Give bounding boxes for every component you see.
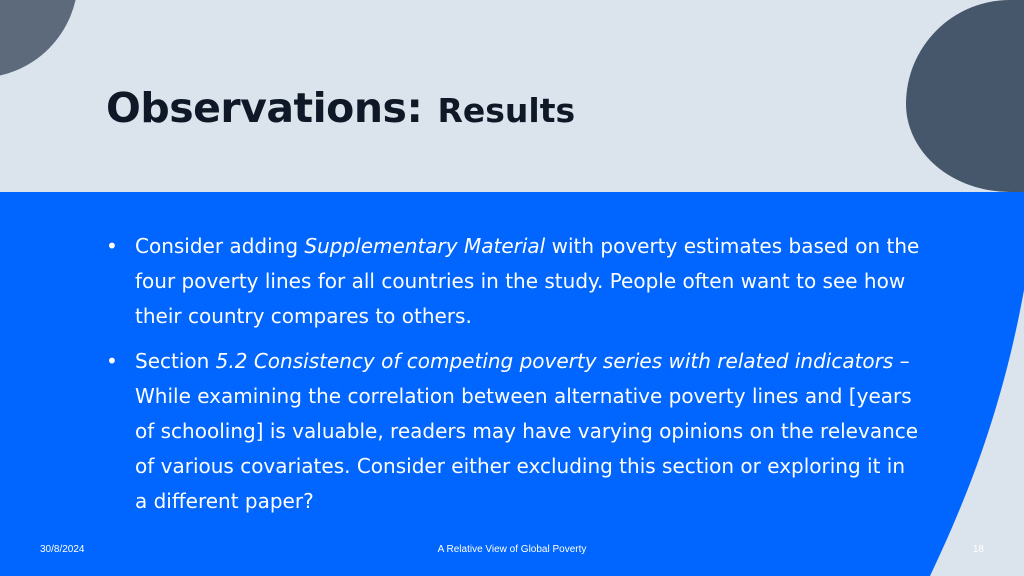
footer-title: A Relative View of Global Poverty [437,544,587,555]
slide-title-sub: Results [437,91,576,130]
bullet-list [100,229,920,529]
slide-title-main: Observations: [106,84,423,132]
bullet-1-pre: Consider adding [135,234,305,258]
leaf-decoration-top-right [906,0,1024,192]
bullet-1-post: with poverty estimates based on the four poverty lines for all countries in the study. People often want to see how their country compares to others. [135,234,920,328]
bullet-1-emphasis: Supplementary Material [304,234,546,258]
bullet-2-pre: Section [135,349,216,373]
bullet-2-post: – While examining the correlation between alternative poverty lines and [years of schooling] is valuable, readers may have varying opinions on the relevance of various covariates. Consider either excluding this section or exploring it in a different paper? [135,349,919,513]
footer-date: 30/8/2024 [40,544,85,555]
slide-title [106,84,575,132]
bullet-dot-icon: • [106,349,118,373]
bullet-item-1 [100,229,920,334]
footer-page-number: 18 [972,544,984,555]
corner-decoration-top-left [0,0,78,78]
bullet-dot-icon: • [106,234,118,258]
bullet-item-2 [100,344,920,519]
bullet-2-emphasis: 5.2 Consistency of competing poverty series with related indicators [215,349,894,373]
